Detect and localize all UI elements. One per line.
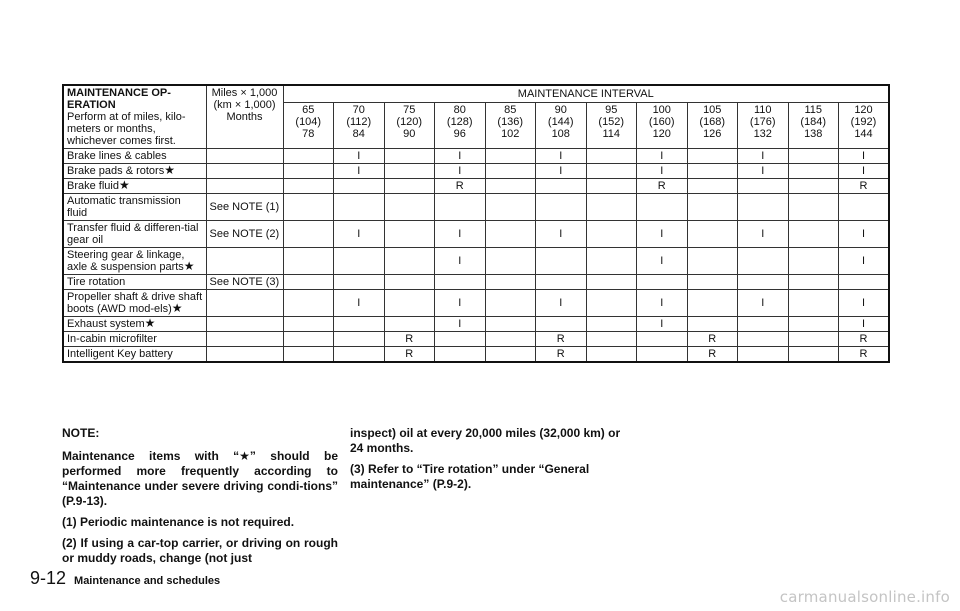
interval-cell	[788, 221, 839, 248]
interval-cell	[435, 332, 486, 347]
interval-cell	[586, 290, 637, 317]
interval-cell	[687, 290, 738, 317]
note-1: (1) Periodic maintenance is not required.	[62, 515, 295, 529]
interval-cell	[586, 332, 637, 347]
interval-cell: I	[839, 149, 890, 164]
units-months: Months	[226, 111, 263, 123]
interval-km: (144)	[547, 116, 574, 128]
table-row	[63, 248, 889, 275]
note-cell	[206, 317, 283, 332]
interval-cell	[586, 164, 637, 179]
section-title: Maintenance and schedules	[74, 575, 221, 587]
interval-cell	[485, 248, 536, 275]
operation-label: In-cabin microfilter	[67, 333, 157, 345]
operation-cell	[63, 317, 206, 332]
table-row	[63, 164, 889, 179]
interval-km: (104)	[295, 116, 322, 128]
units-km: (km × 1,000)	[213, 99, 276, 111]
interval-cell: I	[839, 164, 890, 179]
interval-km: (152)	[598, 116, 625, 128]
interval-months: 78	[302, 128, 315, 140]
interval-months: 102	[501, 128, 520, 140]
interval-header-cell	[788, 103, 839, 149]
interval-miles: 65	[302, 104, 315, 116]
interval-cell	[384, 290, 435, 317]
operation-header-title: MAINTENANCE OP-ERATION	[67, 87, 171, 111]
interval-cell	[283, 248, 334, 275]
interval-cell: I	[637, 221, 688, 248]
interval-cell	[788, 164, 839, 179]
interval-cell	[738, 332, 789, 347]
interval-header-cell	[384, 103, 435, 149]
interval-miles: 70	[352, 104, 365, 116]
interval-cell: I	[839, 317, 890, 332]
watermark: carmanualsonline.info	[779, 588, 950, 606]
interval-cell: I	[334, 149, 385, 164]
operation-cell	[63, 164, 206, 179]
interval-cell	[788, 332, 839, 347]
interval-months: 120	[652, 128, 671, 140]
interval-cell	[687, 248, 738, 275]
operation-cell	[63, 290, 206, 317]
interval-cell	[586, 221, 637, 248]
interval-miles: 110	[753, 104, 772, 116]
interval-months: 90	[403, 128, 416, 140]
interval-cell	[283, 275, 334, 290]
table-row	[63, 179, 889, 194]
interval-cell	[334, 275, 385, 290]
interval-cell	[586, 149, 637, 164]
interval-cell	[485, 149, 536, 164]
interval-cell	[435, 194, 486, 221]
table-row	[63, 332, 889, 347]
interval-cell: I	[637, 164, 688, 179]
interval-km: (160)	[648, 116, 675, 128]
interval-cell: I	[839, 290, 890, 317]
interval-cell	[738, 194, 789, 221]
interval-cell: R	[536, 332, 587, 347]
operation-label: Intelligent Key battery	[67, 348, 173, 360]
interval-cell	[283, 317, 334, 332]
interval-cell: I	[637, 248, 688, 275]
star-note-after: ” should be performed more frequently according to “Maintenance under severe driving condi-tions” (P.9-13).	[62, 449, 339, 508]
interval-cell	[485, 317, 536, 332]
interval-months: 84	[352, 128, 365, 140]
interval-cell	[738, 347, 789, 363]
interval-cell: I	[738, 149, 789, 164]
notes-left-column	[62, 426, 338, 572]
note-cell	[206, 347, 283, 363]
interval-cell: I	[536, 221, 587, 248]
table-row	[63, 221, 889, 248]
operation-header-desc: Perform at of miles, kilo-meters or months, whichever comes first.	[67, 111, 186, 147]
interval-months: 96	[453, 128, 466, 140]
interval-cell	[788, 347, 839, 363]
star-icon: ★	[144, 316, 156, 330]
units-miles: Miles × 1,000	[211, 87, 278, 99]
interval-cell	[788, 179, 839, 194]
interval-cell: I	[839, 248, 890, 275]
page-footer	[30, 568, 220, 589]
interval-cell	[738, 179, 789, 194]
star-icon: ★	[239, 449, 250, 463]
operation-label: Brake fluid	[67, 180, 119, 192]
interval-cell	[283, 221, 334, 248]
interval-cell	[536, 275, 587, 290]
table-row	[63, 149, 889, 164]
interval-cell	[687, 164, 738, 179]
interval-cell: I	[738, 221, 789, 248]
interval-cell	[334, 179, 385, 194]
interval-months: 114	[602, 128, 621, 140]
interval-cell	[384, 248, 435, 275]
interval-cell	[536, 194, 587, 221]
interval-cell	[536, 248, 587, 275]
star-note-before: Maintenance items with “	[62, 449, 240, 463]
note-2-continued: inspect) oil at every 20,000 miles (32,000 km) or 24 months.	[350, 426, 621, 455]
note-cell: See NOTE (1)	[206, 194, 283, 221]
interval-cell: I	[536, 290, 587, 317]
interval-header-cell	[536, 103, 587, 149]
interval-km: (120)	[396, 116, 423, 128]
interval-cell	[839, 275, 890, 290]
note-cell	[206, 248, 283, 275]
interval-cell: R	[839, 179, 890, 194]
table-row	[63, 194, 889, 221]
interval-km: (112)	[346, 116, 372, 128]
interval-miles: 105	[703, 104, 722, 116]
interval-cell	[738, 317, 789, 332]
interval-months: 126	[703, 128, 722, 140]
interval-cell: I	[637, 290, 688, 317]
interval-cell	[788, 317, 839, 332]
interval-cell	[283, 332, 334, 347]
interval-miles: 100	[652, 104, 671, 116]
interval-cell: I	[435, 317, 486, 332]
interval-cell: I	[334, 164, 385, 179]
note-cell	[206, 179, 283, 194]
operation-label: Transfer fluid & differen-tial gear oil	[67, 222, 199, 246]
interval-cell	[687, 179, 738, 194]
interval-cell	[384, 179, 435, 194]
header-row	[63, 85, 889, 103]
interval-cell	[788, 194, 839, 221]
interval-cell	[435, 347, 486, 363]
interval-cell: I	[536, 149, 587, 164]
interval-header-cell	[839, 103, 890, 149]
operation-cell	[63, 179, 206, 194]
interval-miles: 80	[453, 104, 466, 116]
interval-cell: I	[435, 290, 486, 317]
operation-cell	[63, 194, 206, 221]
interval-cell: R	[637, 179, 688, 194]
interval-cell	[334, 332, 385, 347]
interval-km: (176)	[749, 116, 776, 128]
table-row	[63, 275, 889, 290]
interval-cell	[586, 179, 637, 194]
interval-km: (136)	[497, 116, 524, 128]
note-cell	[206, 332, 283, 347]
star-note	[62, 449, 338, 509]
interval-cell	[384, 149, 435, 164]
interval-cell	[687, 317, 738, 332]
interval-cell	[485, 290, 536, 317]
interval-cell	[485, 347, 536, 363]
interval-cell	[384, 275, 435, 290]
interval-cell	[334, 248, 385, 275]
interval-cell	[637, 194, 688, 221]
star-icon: ★	[164, 163, 175, 177]
interval-cell	[788, 149, 839, 164]
maintenance-table	[62, 84, 890, 363]
interval-cell: R	[435, 179, 486, 194]
interval-cell	[687, 194, 738, 221]
interval-cell: I	[738, 290, 789, 317]
interval-cell	[687, 149, 738, 164]
interval-months: 132	[753, 128, 772, 140]
interval-cell: I	[738, 164, 789, 179]
interval-km: (192)	[850, 116, 877, 128]
interval-miles: 85	[504, 104, 517, 116]
interval-cell: I	[435, 164, 486, 179]
interval-cell	[687, 221, 738, 248]
interval-cell: R	[384, 332, 435, 347]
operation-cell	[63, 149, 206, 164]
interval-cell	[485, 221, 536, 248]
operation-label: Brake pads & rotors	[67, 165, 165, 177]
notes-heading: NOTE:	[62, 426, 100, 440]
table-row	[63, 347, 889, 363]
operation-label: Brake lines & cables	[67, 150, 167, 162]
star-icon: ★	[118, 178, 130, 192]
interval-cell	[637, 275, 688, 290]
interval-header-cell	[435, 103, 486, 149]
interval-cell	[384, 221, 435, 248]
interval-cell: I	[334, 290, 385, 317]
operation-label: Steering gear & linkage, axle & suspension parts	[67, 249, 185, 273]
operation-label: Propeller shaft & drive shaft boots (AWD mod-els)	[67, 291, 203, 315]
interval-cell: I	[637, 317, 688, 332]
interval-months: 108	[551, 128, 570, 140]
note-cell	[206, 164, 283, 179]
note-cell: See NOTE (2)	[206, 221, 283, 248]
operation-label: Tire rotation	[67, 276, 126, 288]
interval-header-cell	[637, 103, 688, 149]
interval-cell	[485, 164, 536, 179]
interval-cell	[637, 332, 688, 347]
interval-cell	[738, 275, 789, 290]
interval-cell	[384, 164, 435, 179]
interval-cell	[586, 347, 637, 363]
interval-cell: R	[687, 332, 738, 347]
interval-months: 138	[804, 128, 823, 140]
interval-cell	[283, 179, 334, 194]
units-header	[206, 85, 283, 149]
interval-cell	[334, 347, 385, 363]
interval-cell	[536, 179, 587, 194]
interval-cell: I	[435, 149, 486, 164]
operation-cell	[63, 275, 206, 290]
operation-cell	[63, 221, 206, 248]
operation-cell	[63, 332, 206, 347]
interval-header-cell	[334, 103, 385, 149]
interval-km: (168)	[699, 116, 726, 128]
interval-cell: R	[839, 347, 890, 363]
interval-cell	[283, 194, 334, 221]
interval-cell: R	[536, 347, 587, 363]
interval-header-cell	[687, 103, 738, 149]
interval-cell	[384, 194, 435, 221]
interval-cell	[586, 317, 637, 332]
interval-cell: I	[839, 221, 890, 248]
note-3: (3) Refer to “Tire rotation” under “General maintenance” (P.9-2).	[350, 462, 590, 491]
operation-header	[63, 85, 206, 149]
interval-cell	[586, 194, 637, 221]
operation-cell	[63, 248, 206, 275]
interval-header-cell	[738, 103, 789, 149]
interval-cell	[788, 290, 839, 317]
interval-cell	[788, 275, 839, 290]
interval-cell	[283, 149, 334, 164]
interval-cell	[738, 248, 789, 275]
interval-km: (184)	[800, 116, 827, 128]
interval-km: (128)	[446, 116, 473, 128]
interval-header-cell	[485, 103, 536, 149]
interval-miles: 120	[854, 104, 873, 116]
interval-miles: 75	[403, 104, 416, 116]
interval-cell: I	[637, 149, 688, 164]
interval-cell	[334, 317, 385, 332]
interval-cell	[485, 275, 536, 290]
interval-miles: 115	[804, 104, 823, 116]
interval-months: 144	[854, 128, 873, 140]
interval-cell	[283, 290, 334, 317]
note-cell	[206, 290, 283, 317]
interval-cell: I	[334, 221, 385, 248]
interval-cell	[334, 194, 385, 221]
star-icon: ★	[171, 301, 183, 315]
interval-cell	[536, 317, 587, 332]
interval-cell	[435, 275, 486, 290]
note-2: (2) If using a car-top carrier, or driving on rough or muddy roads, change (not just	[62, 536, 338, 565]
interval-cell	[839, 194, 890, 221]
interval-cell	[283, 347, 334, 363]
interval-miles: 95	[605, 104, 618, 116]
interval-miles: 90	[554, 104, 567, 116]
interval-cell	[485, 194, 536, 221]
interval-cell	[788, 248, 839, 275]
interval-cell	[687, 275, 738, 290]
interval-cell: R	[687, 347, 738, 363]
interval-cell: R	[384, 347, 435, 363]
interval-cell	[384, 317, 435, 332]
operation-label: Automatic transmission fluid	[67, 195, 181, 219]
interval-cell: R	[839, 332, 890, 347]
notes-right-column	[350, 426, 632, 498]
interval-header-cell	[283, 103, 334, 149]
interval-cell	[485, 332, 536, 347]
page-number: 9-12	[30, 568, 67, 588]
operation-label: Exhaust system	[67, 318, 145, 330]
interval-cell	[586, 275, 637, 290]
interval-cell: I	[435, 221, 486, 248]
interval-cell	[586, 248, 637, 275]
table-row	[63, 290, 889, 317]
table-row	[63, 317, 889, 332]
interval-title: MAINTENANCE INTERVAL	[283, 85, 889, 103]
interval-cell	[637, 347, 688, 363]
interval-cell	[283, 164, 334, 179]
note-cell	[206, 149, 283, 164]
interval-cell: I	[435, 248, 486, 275]
interval-cell	[485, 179, 536, 194]
star-icon: ★	[183, 259, 195, 273]
interval-cell: I	[536, 164, 587, 179]
note-cell: See NOTE (3)	[206, 275, 283, 290]
operation-cell	[63, 347, 206, 363]
interval-header-cell	[586, 103, 637, 149]
